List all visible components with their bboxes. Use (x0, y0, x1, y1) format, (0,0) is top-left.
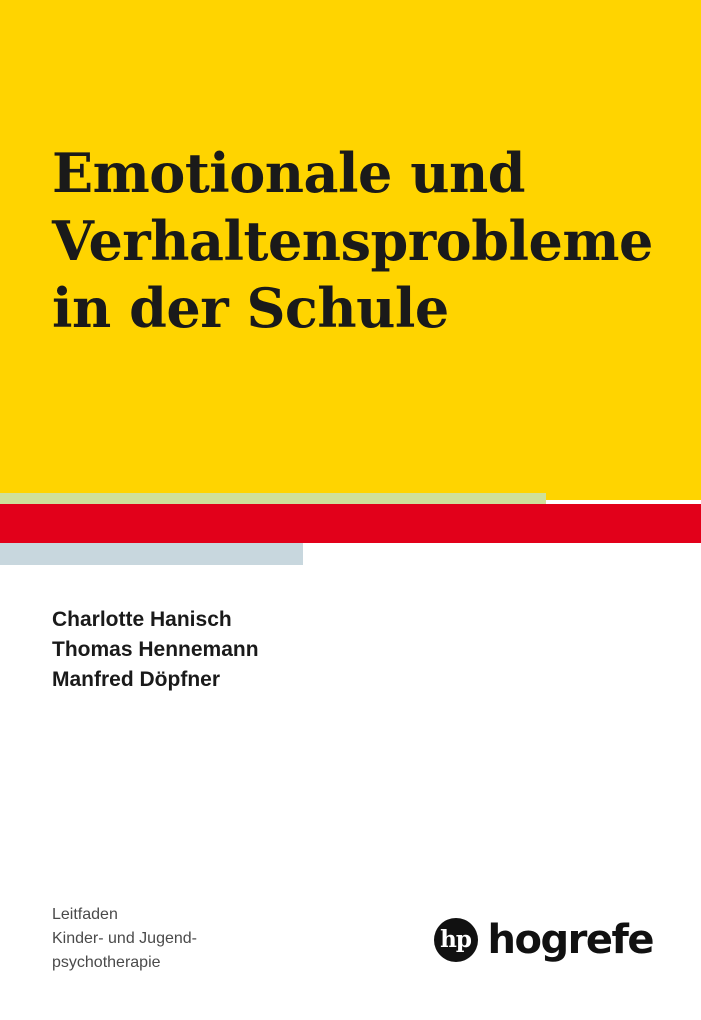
title-line-1: Emotionale und (52, 141, 525, 205)
grey-accent-band (0, 543, 303, 565)
author-list (52, 605, 259, 696)
page-title (52, 140, 652, 343)
author-name: Manfred Döpfner (52, 668, 220, 692)
series-line-3: psychotherapie (52, 954, 161, 971)
author-name: Thomas Hennemann (52, 638, 259, 662)
publisher-name: hogrefe (487, 917, 653, 963)
series-title (52, 903, 197, 975)
title-line-2: Verhaltensprobleme (52, 208, 653, 273)
publisher-logo (434, 918, 653, 962)
red-accent-band (0, 504, 701, 543)
hogrefe-circle-logo-icon (434, 918, 478, 962)
series-line-1: Leitfaden (52, 906, 118, 923)
logo-monogram: hp (440, 926, 471, 953)
green-accent-strip (0, 493, 546, 504)
title-line-3: in der Schule (52, 276, 449, 340)
author-name: Charlotte Hanisch (52, 608, 232, 631)
series-line-2: Kinder- und Jugend- (52, 930, 197, 947)
